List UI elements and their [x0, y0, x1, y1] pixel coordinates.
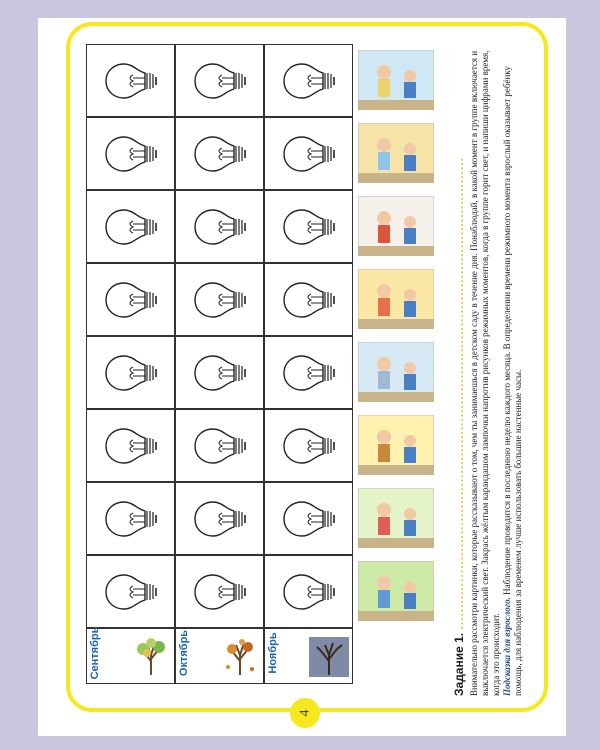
bulb-cell[interactable]	[264, 117, 353, 190]
bare-tree-icon	[309, 637, 349, 677]
hint-label: Подсказка для взрослого.	[502, 597, 512, 696]
lightbulb-icon	[103, 499, 159, 539]
bulb-cell[interactable]	[86, 190, 175, 263]
month-label: Ноябрь	[267, 632, 279, 674]
lightbulb-icon	[103, 61, 159, 101]
lightbulb-icon	[192, 207, 248, 247]
lightbulb-icon	[192, 499, 248, 539]
scene-picture-morning-exercise	[358, 50, 434, 110]
lightbulb-icon	[281, 499, 337, 539]
bulb-cell[interactable]	[86, 482, 175, 555]
autumn-tree-icon	[131, 637, 171, 677]
bulb-cell[interactable]	[264, 190, 353, 263]
bulb-cell[interactable]	[175, 482, 264, 555]
bulb-cell[interactable]	[264, 482, 353, 555]
bulb-cell[interactable]	[86, 263, 175, 336]
lightbulb-icon	[103, 353, 159, 393]
lightbulb-icon	[281, 353, 337, 393]
bulb-cell[interactable]	[86, 555, 175, 628]
lightbulb-icon	[192, 572, 248, 612]
lightbulb-icon	[103, 426, 159, 466]
lightbulb-icon	[103, 134, 159, 174]
page-number-badge	[290, 698, 320, 728]
lightbulb-icon	[281, 572, 337, 612]
lightbulb-icon	[281, 280, 337, 320]
month-label: Сентябрь	[89, 626, 101, 680]
month-label: Октябрь	[178, 629, 190, 677]
scene-picture-toys-blocks	[358, 415, 434, 475]
bulb-cell[interactable]	[175, 336, 264, 409]
bulb-cell[interactable]	[175, 409, 264, 482]
lightbulb-icon	[103, 207, 159, 247]
scene-picture-outdoor-play	[358, 488, 434, 548]
lightbulb-icon	[281, 207, 337, 247]
bulb-cell[interactable]	[264, 336, 353, 409]
page-number: 4	[297, 709, 312, 717]
bulb-cell[interactable]	[175, 555, 264, 628]
lightbulb-icon	[281, 426, 337, 466]
bulb-cell[interactable]	[86, 117, 175, 190]
bulb-cell[interactable]	[264, 263, 353, 336]
month-cell-october	[175, 628, 264, 684]
scene-picture-table-lunch	[358, 269, 434, 329]
bulb-cell[interactable]	[264, 409, 353, 482]
bulb-cell[interactable]	[175, 263, 264, 336]
bulb-cell[interactable]	[264, 44, 353, 117]
lightbulb-icon	[192, 426, 248, 466]
lightbulb-icon	[281, 61, 337, 101]
lightbulb-icon	[103, 280, 159, 320]
scene-picture-going-home	[358, 561, 434, 621]
bulb-cell[interactable]	[175, 190, 264, 263]
task-title: Задание 1. .............................................................................................................	[452, 157, 466, 696]
scene-picture-blinds-window	[358, 342, 434, 402]
lightbulb-icon	[103, 572, 159, 612]
month-cell-september	[86, 628, 175, 684]
scene-picture-breakfast-clock	[358, 123, 434, 183]
lightbulb-icon	[192, 280, 248, 320]
bulb-cell[interactable]	[264, 555, 353, 628]
task-block	[452, 40, 540, 696]
empty-header-cell	[353, 628, 438, 684]
bulb-cell[interactable]	[175, 117, 264, 190]
bulb-cell[interactable]	[175, 44, 264, 117]
bulb-cell[interactable]	[86, 409, 175, 482]
lightbulb-icon	[192, 61, 248, 101]
month-cell-november	[264, 628, 353, 684]
bulb-cell[interactable]	[86, 44, 175, 117]
task-paragraph-2: Подсказка для взрослого. Наблюдение проводится в последнюю неделю каждого месяца. В определении времени режимного момента взрослый оказывает ребёнку помощь, для наблюдения за временем лучше использовать большие настенные часы.	[502, 65, 523, 696]
lightbulb-icon	[192, 353, 248, 393]
scene-picture-drawing-paints	[358, 196, 434, 256]
lightbulb-icon	[192, 134, 248, 174]
task-paragraph-1: Внимательно рассмотри картинки, которые рассказывают о том, чем ты занимаешься в детском саду в течение дня. Понаблюдай, в какой момент в группе включается и выключается электрический свет. Закрась жёлтым карандашом лампочки напротив рисунков режимных моментов, когда в группе горит свет, и напиши цифрами время, когда это происходит.	[469, 50, 501, 696]
bulb-cell[interactable]	[86, 336, 175, 409]
lightbulb-icon	[281, 134, 337, 174]
autumn-tree-icon	[220, 637, 260, 677]
